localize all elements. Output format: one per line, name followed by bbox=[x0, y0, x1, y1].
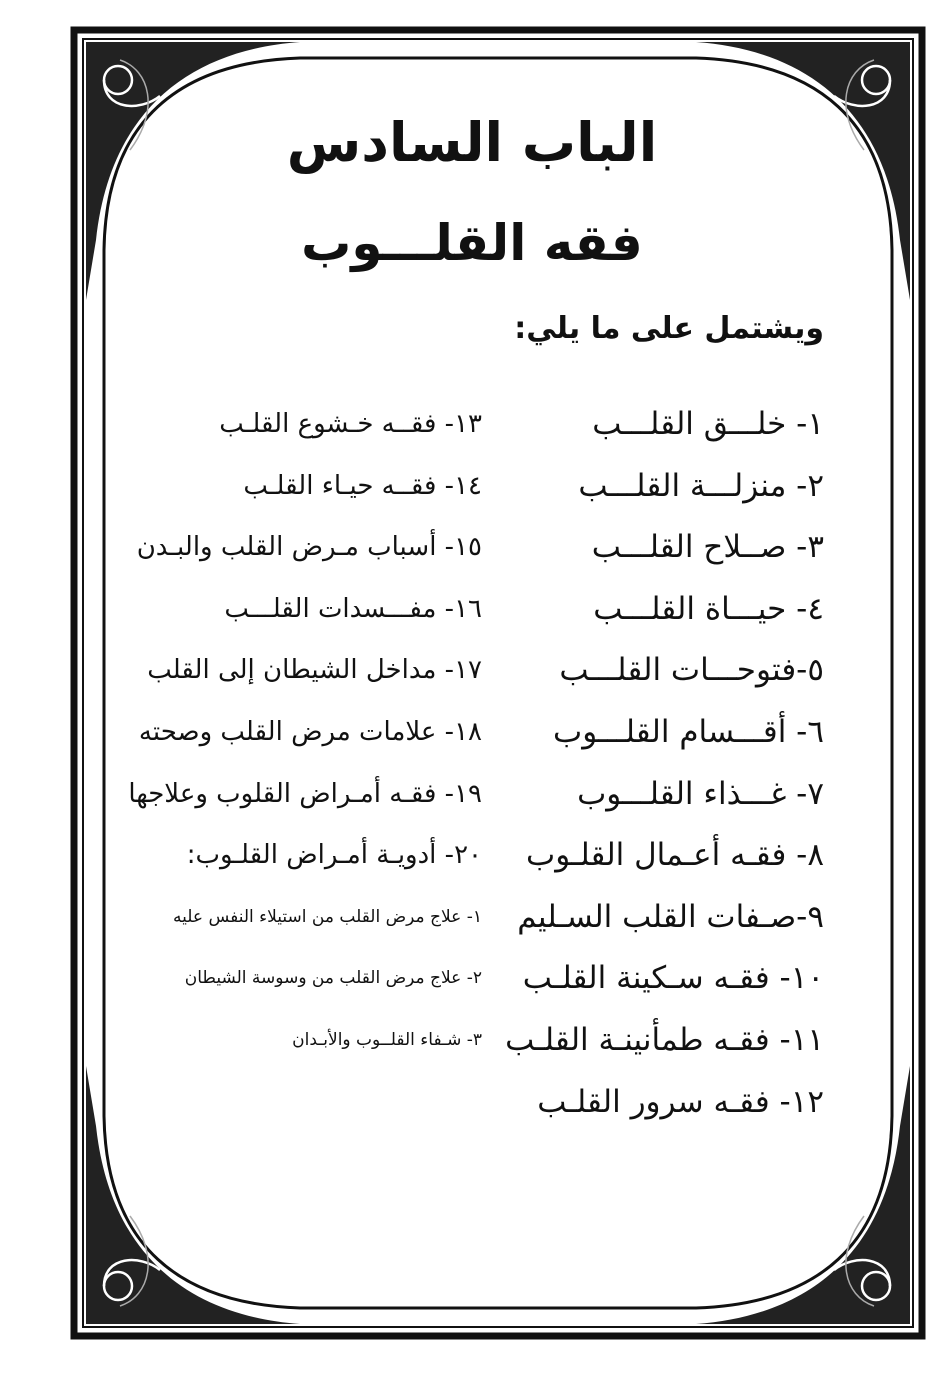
toc-subitem: ١- علاج مرض القلب من استيلاء النفس عليه bbox=[173, 906, 482, 927]
toc-item: ٣- صــلاح القلـــب bbox=[591, 529, 824, 566]
toc-item: ١١- فقـه طمأنينـة القلـب bbox=[505, 1021, 824, 1058]
toc-item: ١- خلـــق القلـــب bbox=[592, 406, 824, 442]
toc-subitem: ٢- علاج مرض القلب من وسوسة الشيطان bbox=[184, 968, 482, 989]
intro-text: ويشتمل على ما يلي: bbox=[514, 311, 824, 346]
toc-item: ٢- منزلـــة القلـــب bbox=[578, 467, 824, 504]
toc-item: ١٦- مفـــسدات القلـــب bbox=[224, 593, 482, 624]
toc-item: ١٥- أسباب مـرض القلب والبـدن bbox=[136, 532, 482, 563]
toc-subitem: ٣- شـفاء القلــوب والأبـدان bbox=[292, 1029, 482, 1050]
toc-item: ٢٠- أدويـة أمـراض القلـوب: bbox=[186, 840, 482, 871]
toc-item: ٦- أقـــسام القلـــوب bbox=[553, 713, 824, 750]
toc-item: ١٣- فقــه خـشوع القلـب bbox=[219, 409, 482, 439]
toc-left-column bbox=[128, 398, 482, 1076]
chapter-title: الباب السادس bbox=[286, 111, 658, 174]
chapter-subtitle: فقه القلـــوب bbox=[301, 214, 643, 272]
toc-item: ٤- حيـــاة القلـــب bbox=[593, 590, 824, 627]
toc-item: ١٠- فقـه سـكينة القلـب bbox=[522, 960, 824, 997]
toc-item: ٥-فتوحـــات القلـــب bbox=[559, 652, 824, 689]
toc-item: ٧- غـــذاء القلـــوب bbox=[577, 775, 824, 812]
toc-right-column bbox=[505, 398, 824, 1137]
toc-item: ٩-صـفات القلب السـليم bbox=[517, 898, 824, 935]
toc-item: ١٧- مداخل الشيطان إلى القلب bbox=[147, 655, 482, 686]
toc-item: ١٨- علامات مرض القلب وصحته bbox=[138, 716, 482, 747]
toc-item: ١٩- فقـه أمـراض القلوب وعلاجها bbox=[128, 778, 482, 809]
toc-item: ٨- فقـه أعـمال القلـوب bbox=[526, 837, 824, 874]
toc-item: ١٤- فقــه حيـاء القلـب bbox=[243, 470, 482, 501]
toc-item: ١٢- فقـه سرور القلـب bbox=[537, 1083, 824, 1120]
